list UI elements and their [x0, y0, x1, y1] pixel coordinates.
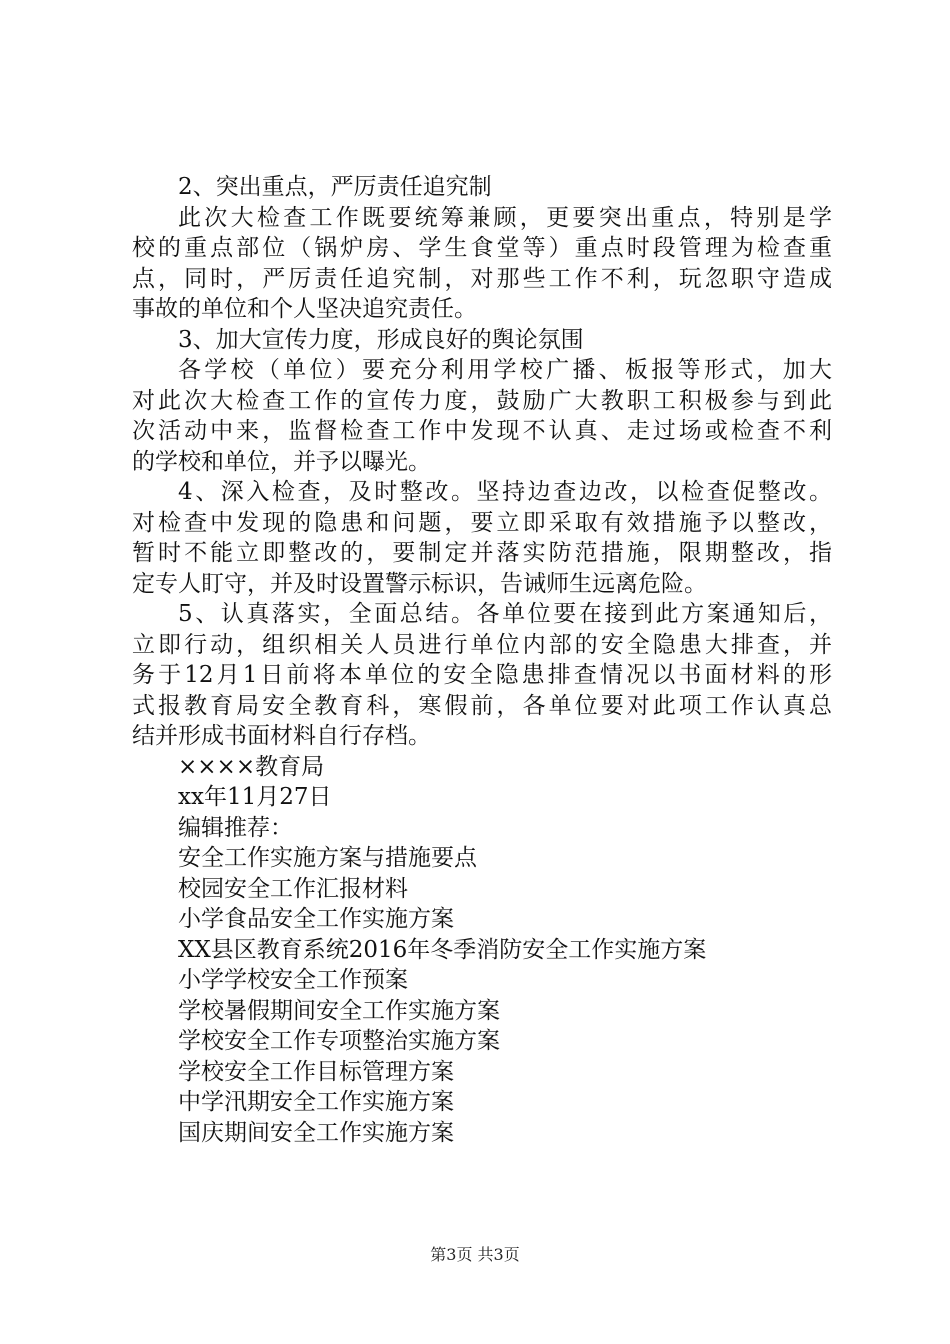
recommend-link[interactable]: 国庆期间安全工作实施方案: [178, 1119, 454, 1146]
paragraph-line: 对检查中发现的隐患和问题，要立即采取有效措施予以整改，: [132, 509, 832, 536]
paragraph-line: 此次大检查工作既要统筹兼顾，更要突出重点，特别是学: [178, 204, 832, 231]
paragraph-line: 定专人盯守，并及时设置警示标识，告诫师生远离危险。: [132, 570, 707, 597]
paragraph-line: 事故的单位和个人坚决追究责任。: [132, 296, 477, 322]
paragraph-line: 立即行动，组织相关人员进行单位内部的安全隐患大排查，并: [132, 631, 832, 658]
recommend-link[interactable]: XX县区教育系统2016年冬季消防安全工作实施方案: [178, 936, 707, 963]
paragraph-line: 校的重点部位（锅炉房、学生食堂等）重点时段管理为检查重: [132, 235, 832, 261]
document-body: [132, 172, 832, 1148]
paragraph-line: 5、认真落实，全面总结。各单位要在接到此方案通知后，: [178, 601, 832, 627]
section-heading: 3、加大宣传力度，形成良好的舆论氛围: [178, 326, 584, 353]
signature-org: ××××教育局: [178, 753, 325, 780]
paragraph-line: 暂时不能立即整改的，要制定并落实防范措施，限期整改，指: [132, 540, 832, 566]
recommend-link[interactable]: 学校暑假期间安全工作实施方案: [178, 997, 500, 1024]
paragraph-line: 结并形成书面材料自行存档。: [132, 723, 431, 749]
paragraph-line: 各学校（单位）要充分利用学校广播、板报等形式，加大: [178, 357, 832, 383]
recommend-link[interactable]: 学校安全工作目标管理方案: [178, 1058, 454, 1085]
recommend-link[interactable]: 小学食品安全工作实施方案: [178, 906, 454, 932]
paragraph-line: 对此次大检查工作的宣传力度，鼓励广大教职工积极参与到此: [132, 387, 832, 414]
paragraph-line: 务于12月1日前将本单位的安全隐患排查情况以书面材料的形: [132, 662, 832, 688]
paragraph-line: 次活动中来，监督检查工作中发现不认真、走过场或检查不利: [132, 418, 832, 444]
recommend-link[interactable]: 校园安全工作汇报材料: [178, 875, 408, 902]
paragraph-line: 的学校和单位，并予以曝光。: [132, 448, 431, 475]
paragraph-line: 点，同时，严厉责任追究制，对那些工作不利，玩忽职守造成: [132, 265, 832, 292]
paragraph-line: 4、深入检查，及时整改。坚持边查边改，以检查促整改。: [178, 479, 832, 505]
paragraph-line: 式报教育局安全教育科，寒假前，各单位要对此项工作认真总: [132, 692, 832, 719]
recommend-label: 编辑推荐：: [178, 814, 293, 841]
recommend-link[interactable]: 学校安全工作专项整治实施方案: [178, 1028, 500, 1054]
signature-date: xx年11月27日: [178, 784, 332, 810]
section-heading: 2、突出重点，严厉责任追究制: [178, 174, 492, 200]
recommend-link[interactable]: 小学学校安全工作预案: [178, 967, 408, 993]
recommend-link[interactable]: 中学汛期安全工作实施方案: [178, 1089, 454, 1115]
page-footer: 第3页 共3页: [430, 1245, 520, 1264]
recommend-link[interactable]: 安全工作实施方案与措施要点: [178, 845, 477, 871]
